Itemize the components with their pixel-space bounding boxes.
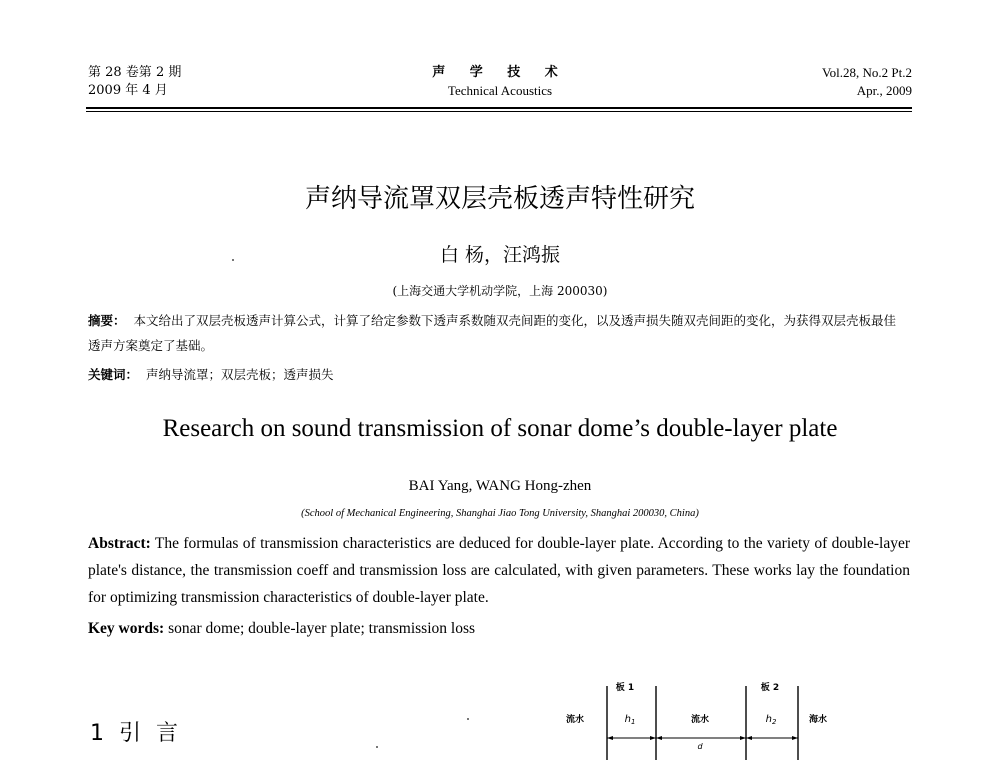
paper-affiliation-cn: (上海交通大学机动学院，上海 200030) — [392, 284, 608, 298]
abstract-en-text: The formulas of transmission characteristics are deduced for double-layer plate. According to the variety of double-layer plate's distance, the transmission coeff and transmission loss are calculated, with given parameters. These works lay the foundation for optimizing transmission characteristics of double-layer plate. — [88, 535, 910, 606]
keywords-en-label: Key words: — [88, 620, 165, 637]
keywords-cn-text: 声纳导流罩；双层壳板；透声损失 — [145, 367, 334, 382]
fig-left-medium: 流水 — [565, 715, 585, 725]
abstract-cn-text: 本文给出了双层壳板透声计算公式，计算了给定参数下透声系数随双壳间距的变化，以及透声损失随双壳间距的变化，为获得双层壳板最佳透声方案奠定了基础。 — [88, 313, 896, 353]
paper-affiliation-en: (School of Mechanical Engineering, Shanghai Jiao Tong University, Shanghai 200030, China) — [301, 508, 699, 519]
fig-right-medium: 海水 — [808, 715, 828, 725]
header-rule-thin — [86, 111, 912, 112]
header-date-en: Apr., 2009 — [856, 83, 912, 98]
fig-plate2-label: 板 2 — [760, 683, 780, 693]
header-date-cn: 2009 年 4 月 — [88, 83, 168, 98]
abstract-en-label: Abstract: — [88, 535, 151, 552]
header-journal-en: Technical Acoustics — [447, 83, 553, 98]
paper-title-cn: 声纳导流罩双层壳板透声特性研究 — [304, 184, 695, 214]
header-volume-cn: 第 28 卷第 2 期 — [88, 65, 182, 80]
keywords-cn — [88, 365, 333, 383]
section-heading: 1 引 言 — [90, 721, 182, 746]
keywords-en — [88, 620, 475, 638]
fig-middle-medium: 流水 — [690, 715, 710, 725]
scan-speck — [232, 259, 234, 261]
double-layer-plate-figure — [550, 676, 850, 760]
scan-speck — [467, 718, 469, 720]
abstract-en — [88, 530, 910, 611]
keywords-cn-label: 关键词： — [88, 367, 139, 382]
header-rule-thick — [86, 107, 912, 109]
header-volume-en: Vol.28, No.2 Pt.2 — [821, 65, 912, 80]
header-journal-cn: 声 学 技 术 — [432, 65, 568, 80]
paper-authors-en: BAI Yang, WANG Hong-zhen — [408, 478, 592, 494]
abstract-cn-label: 摘要： — [88, 313, 126, 328]
fig-gap-label: d — [697, 742, 703, 751]
fig-plate1-label: 板 1 — [615, 683, 635, 693]
fig-h1-label: $h_1$ — [624, 714, 636, 726]
header-volume-en-block — [822, 64, 912, 100]
keywords-en-text: sonar dome; double-layer plate; transmission loss — [168, 620, 476, 637]
fig-h2-label: $h_2$ — [765, 714, 777, 726]
paper-authors-cn: 白 杨，汪鸿振 — [439, 244, 561, 266]
abstract-cn — [88, 308, 908, 358]
paper-title-en: Research on sound transmission of sonar dome’s double-layer plate — [162, 415, 838, 442]
scan-speck — [376, 746, 378, 748]
